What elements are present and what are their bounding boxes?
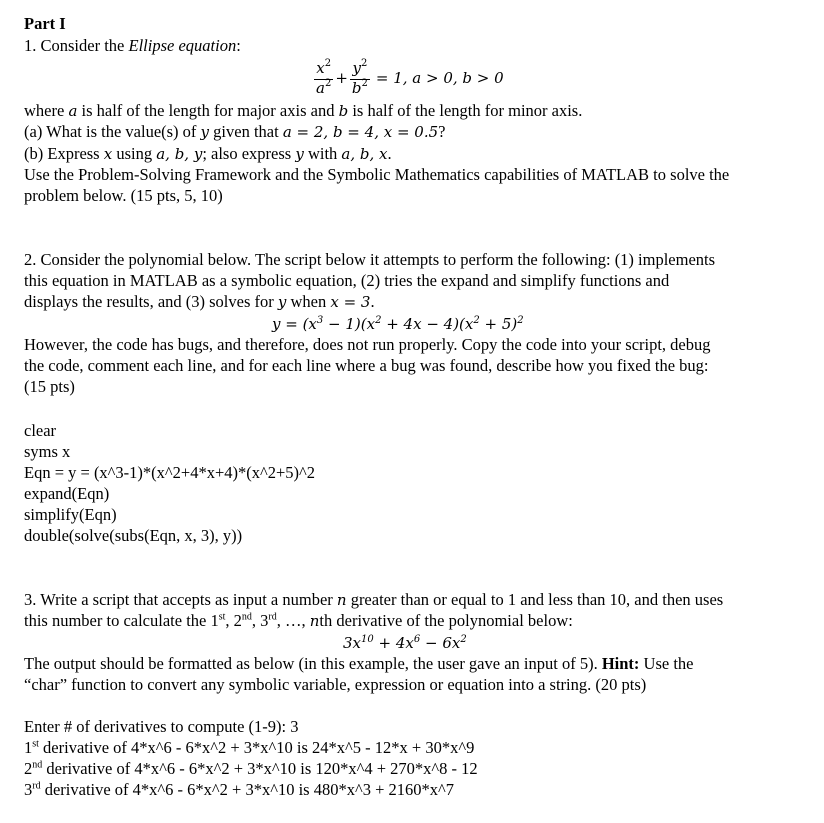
poly-exp-1: 3	[316, 315, 324, 326]
q2-line3-pre: displays the results, and (3) solves for	[24, 292, 278, 311]
output-sup: st	[32, 738, 39, 750]
output-line	[24, 738, 474, 758]
q2-line-3	[24, 292, 375, 312]
poly-part-2: − 1)(x	[323, 315, 376, 333]
y-numerator	[350, 57, 370, 80]
q3-line3-pre: The output should be formatted as below (in this example, the user gave an input of 5).	[24, 654, 602, 673]
where-mid: is half of the length for major axis and	[77, 101, 339, 120]
poly-exp-3: 2	[473, 315, 480, 326]
sup-rd: rd	[268, 611, 277, 623]
ellipse-equation	[312, 58, 504, 99]
code-line: expand(Eqn)	[24, 484, 110, 503]
plus-sign: +	[335, 69, 348, 87]
polynomial-equation	[272, 314, 524, 334]
part-b-pre: (b) Express	[24, 144, 104, 163]
part-a-y: y	[200, 123, 210, 141]
q2-line-1: 2. Consider the polynomial below. The script below it attempts to perform the following: (1) implements	[24, 250, 716, 269]
q3-comma1: , 2	[225, 611, 242, 630]
q3-line-4: “char” function to convert any symbolic variable, expression or equation into a string. (20 pts)	[24, 675, 647, 694]
code-line: syms x	[24, 442, 71, 461]
code-line: simplify(Eqn)	[24, 505, 117, 524]
poly-exp-4: 2	[517, 315, 524, 326]
poly-part-3: + 4x − 4)(x	[381, 315, 474, 333]
part-b-mid2: ; also express	[202, 144, 296, 163]
q3-poly-exp-3: 2	[460, 634, 467, 645]
q1-instructions-2: problem below. (15 pts, 5, 10)	[24, 186, 223, 205]
code-line: Eqn = y = (x^3-1)*(x^2+4*x+4)*(x^2+5)^2	[24, 463, 316, 482]
b-var: b	[351, 78, 362, 97]
where-b: b	[338, 102, 349, 120]
q2-line3-y: y	[277, 293, 287, 311]
output-prompt: Enter # of derivatives to compute (1-9): 3	[24, 717, 299, 736]
part-b-vars1: a, b, y	[156, 145, 203, 163]
q3-poly-part-1: 3x	[343, 634, 362, 652]
q3-line-2	[24, 611, 573, 631]
q2-line-5: the code, comment each line, and for each line where a bug was found, describe how you fixed the bug:	[24, 356, 709, 375]
part-a-mid: given that	[209, 122, 283, 141]
q1-part-b	[24, 144, 392, 164]
sup-nd: nd	[241, 611, 252, 623]
q3-poly-part-2: + 4x	[373, 634, 414, 652]
x-fraction	[314, 57, 333, 99]
part-a-math: a = 2, b = 4, x = 0.5	[282, 123, 439, 141]
sup-st: st	[218, 611, 226, 623]
part-b-post: .	[387, 144, 392, 163]
q3-line2-n: n	[309, 612, 320, 630]
q3-line1-post: greater than or equal to 1 and less than 10, and then uses	[346, 590, 724, 609]
q2-line3-mid: when	[286, 292, 331, 311]
part-b-y: y	[295, 145, 304, 163]
b-denominator	[350, 77, 370, 99]
q3-line1-pre: 3. Write a script that accepts as input a number	[24, 590, 337, 609]
code-line: double(solve(subs(Eqn, x, 3), y))	[24, 526, 243, 545]
a-exponent: 2	[324, 77, 332, 89]
q3-poly-part-3: − 6x	[420, 634, 461, 652]
hint-label: Hint:	[601, 654, 640, 673]
b-exponent: 2	[361, 77, 368, 89]
output-sup: rd	[32, 780, 41, 792]
where-a: a	[68, 102, 78, 120]
poly-part-1: y = (x	[272, 315, 317, 333]
q1-where	[24, 101, 582, 121]
q1-intro-prefix: 1. Consider the	[24, 36, 129, 55]
x-numerator	[314, 57, 333, 80]
part-b-mid1: using	[112, 144, 157, 163]
q1-part-a	[24, 122, 445, 142]
q3-poly-exp-1: 10	[361, 634, 374, 645]
q2-line3-math: x = 3	[330, 293, 371, 311]
q1-intro-em: Ellipse equation	[128, 36, 237, 55]
where-post: is half of the length for minor axis.	[348, 101, 583, 120]
part-a-post: ?	[438, 122, 446, 141]
q1-intro-suffix: :	[236, 36, 241, 55]
output-index: 1	[24, 738, 33, 757]
q2-line-4: However, the code has bugs, and therefore, does not run properly. Copy the code into your script, debug	[24, 335, 711, 354]
q3-line-1	[24, 590, 723, 610]
y-fraction	[350, 57, 370, 99]
y-var: y	[352, 58, 361, 77]
q2-line3-post: .	[370, 292, 375, 311]
q2-line-6: (15 pts)	[24, 377, 75, 396]
a-denominator	[314, 77, 333, 99]
output-text: derivative of 4*x^6 - 6*x^2 + 3*x^10 is 120*x^4 + 270*x^8 - 12	[42, 759, 478, 778]
output-text: derivative of 4*x^6 - 6*x^2 + 3*x^10 is 24*x^5 - 12*x + 30*x^9	[38, 738, 475, 757]
q3-poly-exp-2: 6	[413, 634, 421, 645]
q3-line2-post: th derivative of the polynomial below:	[319, 611, 573, 630]
q3-line2-mid: , …,	[276, 611, 310, 630]
part-b-mid3: with	[303, 144, 342, 163]
part-a-pre: (a) What is the value(s) of	[24, 122, 201, 141]
equation-conditions: = 1, a > 0, b > 0	[375, 69, 504, 87]
poly-exp-2: 2	[375, 315, 382, 326]
q3-line-3	[24, 654, 694, 674]
x-exponent: 2	[324, 57, 332, 69]
derivative-polynomial	[343, 633, 467, 653]
output-sup: nd	[32, 759, 43, 771]
a-var: a	[316, 78, 325, 97]
output-line	[24, 780, 454, 800]
q3-line2-pre: this number to calculate the 1	[24, 611, 219, 630]
code-line: clear	[24, 421, 57, 440]
q2-line-2: this equation in MATLAB as a symbolic equation, (2) tries the expand and simplify functions and	[24, 271, 670, 290]
q3-line1-n: n	[336, 591, 347, 609]
output-text: derivative of 4*x^6 - 6*x^2 + 3*x^10 is 480*x^3 + 2160*x^7	[40, 780, 455, 799]
part-b-x: x	[103, 145, 113, 163]
output-index: 3	[24, 780, 33, 799]
q3-line3-post: Use the	[639, 654, 694, 673]
output-line	[24, 759, 478, 779]
part-b-vars2: a, b, x	[341, 145, 388, 163]
where-pre: where	[24, 101, 69, 120]
poly-part-4: + 5)	[479, 315, 518, 333]
q1-intro	[24, 36, 241, 56]
output-index: 2	[24, 759, 33, 778]
y-exponent: 2	[360, 57, 368, 69]
x-var: x	[316, 58, 325, 77]
q1-instructions-1: Use the Problem-Solving Framework and the Symbolic Mathematics capabilities of MATLAB to solve the	[24, 165, 730, 184]
part-title: Part I	[24, 14, 66, 33]
q3-comma2: , 3	[251, 611, 269, 630]
